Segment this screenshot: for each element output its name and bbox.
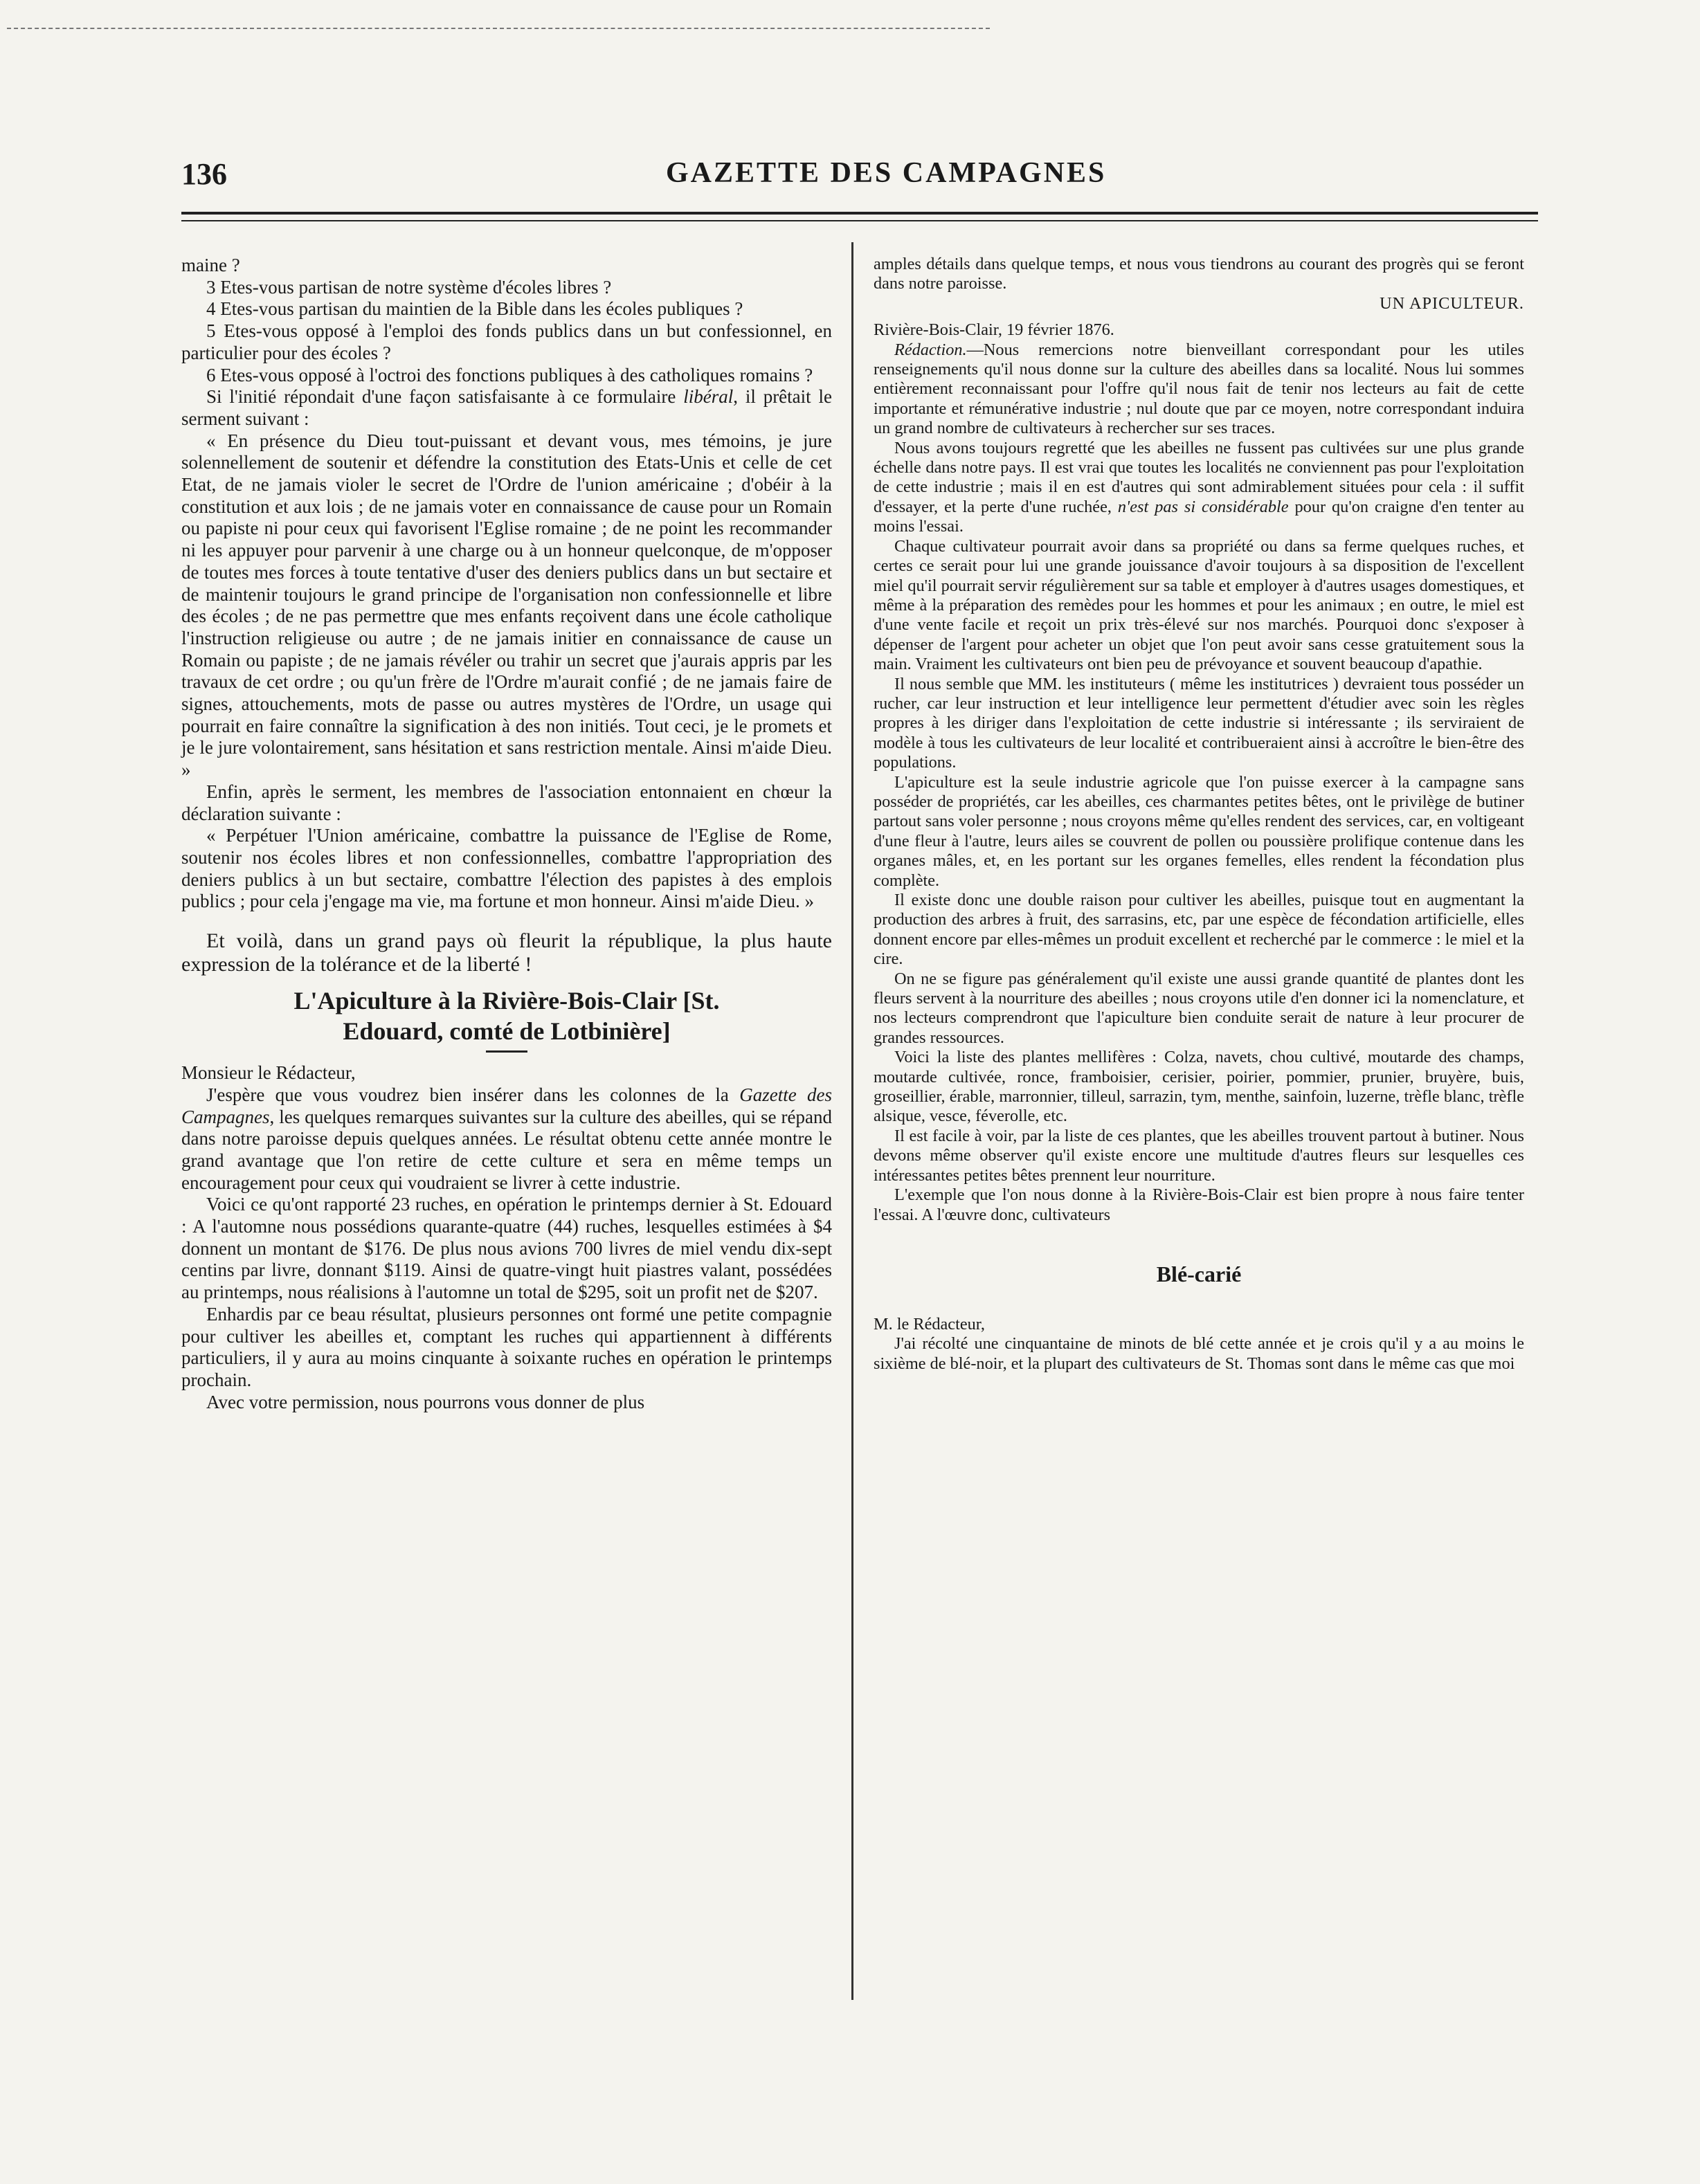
title-rule	[486, 1050, 527, 1053]
text-run: —Nous remercions notre bienveillant correspondant pour les utiles renseignements qu'il nous donne sur la culture des abeilles dans sa localité. Nous lui sommes entièrement reconnaissant pour l'offre qu'il nous fait de tenir nos lecteurs au fait de cette importante et rémunérative industrie ; nul doute que par ce moyen, notre correspondant induira un grand nombre de cultivateurs à rechercher sur ses traces.	[874, 340, 1524, 438]
left-column	[181, 255, 832, 1413]
paragraph: Il existe donc une double raison pour cultiver les abeilles, puisque tout en augmentant la production des arbres à fruit, des sarrasins, etc, par une espèce de fécondation artificielle, elles donnent encore par elles-mêmes un produit excellent et recherché par le commerce : le miel et la cire.	[874, 891, 1524, 969]
text-run: J'espère que vous voudrez bien insérer dans les colonnes de la	[206, 1084, 740, 1105]
oath-paragraph: « En présence du Dieu tout-puissant et devant vous, mes témoins, je jure solennellement de soutenir et défendre la constitution des Etats-Unis et celle de cet Etat, de ne jamais violer le secret de l'Ordre de l'union américaine ; d'obéir à la constitution et aux lois ; de ne jamais voter en connaissance de cause pour un Romain ou papiste ni pour ceux qui favorisent l'Eglise romaine ; de ne point les recommander ni les appuyer pour parvenir à une charge ou à un honneur quelconque, de m'opposer de toutes mes forces à toute tentative d'user des deniers publics dans un but sectaire et de maintenir toujours le grand principe de l'organisation non confessionnelle et libre des écoles ; de ne pas permettre que mes enfants reçoivent dans une école catholique l'instruction religieuse ou autre ; de ne jamais initier en connaissance de cause un Romain ou papiste ; de ne jamais révéler ou trahir un secret que j'aurais appris par les travaux de cet ordre ; ou qu'un frère de l'Ordre m'aurait confié ; de ne jamais faire de signes, attouchements, mots de passe ou autres mystères de l'Ordre, un usage qui pourrait en faire connaître la signification à des non initiés. Tout ceci, je le promets et je le jure volontairement, sans hésitation et sans restriction mentale. Ainsi m'aide Dieu. »	[181, 430, 832, 781]
paragraph	[181, 386, 832, 430]
header-rule-thin	[181, 220, 1538, 221]
closing-paragraph: Et voilà, dans un grand pays où fleurit la république, la plus haute expression de la tolérance et de la liberté !	[181, 929, 832, 976]
page-number: 136	[181, 157, 227, 191]
paragraph: Avec votre permission, nous pourrons vous donner de plus	[206, 1391, 645, 1412]
italic-label: Rédaction.	[894, 340, 967, 359]
paragraph: L'exemple que l'on nous donne à la Rivière-Bois-Clair est bien propre à nous faire tenter l'essai. A l'œuvre donc, cultivateurs	[874, 1185, 1524, 1224]
paragraph: Enfin, après le serment, les membres de l'association entonnaient en chœur la déclaration suivante :	[181, 781, 832, 824]
paragraph	[181, 1084, 832, 1194]
text-run: Nous avons toujours regretté que les abeilles ne fussent pas cultivées sur une plus grande échelle dans notre pays. Il est vrai que toutes les localités ne conviennent pas pour l'exploitation de cette industrie ; mais il en est d'autres qui sont admirablement situées pour cela : il suffit d'essayer, et la perte d'une ruchée,	[874, 438, 1524, 516]
paragraph: 3 Etes-vous partisan de notre système d'écoles libres ?	[206, 276, 612, 298]
paragraph: L'apiculture est la seule industrie agricole que l'on puisse exercer à la campagne sans posséder de propriétés, car les abeilles, ces charmantes petites bêtes, ont le privilège de butiner partout sans voler personne ; nous croyons même qu'elles rendent des services, car, en voltigeant d'une fleur à l'autre, leurs ailes se couvrent de pollen ou poussière prolifique contenue dans les organes mâles, et, en les portant sur les organes femelles, elles rendent la fécondation plus complète.	[874, 772, 1524, 890]
paragraph: Il nous semble que MM. les instituteurs ( même les institutrices ) devraient tous posséder un rucher, car leur instruction et leur intelligence leur permettent d'étudier avec soin les règles propres à les diriger dans l'exploitation de cette industrie si intéressante ; ils serviraient de modèle à tous les cultivateurs de leur localité et contribueraient ainsi à accroître le bien-être des populations.	[874, 674, 1524, 772]
paragraph: 4 Etes-vous partisan du maintien de la Bible dans les écoles publiques ?	[206, 298, 743, 320]
paragraph: On ne se figure pas généralement qu'il existe une aussi grande quantité de plantes dont les fleurs servent à la nourriture des abeilles ; nous croyons utile d'en donner ici la nomenclature, et nos lecteurs comprendront que l'apiculture bien conduite serait de nature à leur procurer de grandes ressources.	[874, 969, 1524, 1047]
paragraph: 5 Etes-vous opposé à l'emploi des fonds publics dans un but confessionnel, en particulier pour des écoles ?	[181, 320, 832, 363]
page-header	[181, 156, 1566, 198]
paragraph: Voici ce qu'ont rapporté 23 ruches, en opération le printemps dernier à St. Edouard : A l'automne nous possédions quarante-quatre (44) ruches, lesquelles estimées à $4 donnent un montant de $176. De plus nous avions 700 livres de miel vendu dix-sept centins par livre, donnant $119. Ainsi de quatre-vingt huit piastres valant, possédées au printemps, nous réalisions à l'automne un total de $295, soit un profit net de $207.	[181, 1194, 832, 1303]
paragraph: Il est facile à voir, par la liste de ces plantes, que les abeilles trouvent partout à butiner. Nous devons même observer qu'il existe encore une multitude d'autres fleurs sur lesquelles ces intéressantes petites bêtes prennent leur nourriture.	[874, 1126, 1524, 1185]
paragraph: Voici la liste des plantes mellifères : Colza, navets, chou cultivé, moutarde des champs, moutarde cultivée, ronce, framboisier, cerisier, poirier, pommier, prunier, bruyère, buis, groseillier, érable, marronnier, tilleul, sarrazin, tym, menthe, sainfoin, luzerne, trèfle blanc, trèfle alsique, vesce, féverolle, etc.	[874, 1048, 1524, 1126]
paragraph: maine ?	[181, 255, 240, 275]
text-run: , les quelques remarques suivantes sur la culture des abeilles, qui se répand dans notre paroisse depuis quelques années. Le résultat obtenu cette année montre le grand avantage que l'on retire de cette culture et sera en même temps un encouragement pour ceux qui voudraient se livrer à cette industrie.	[181, 1106, 832, 1193]
text-run: , il prêtait le serment suivant :	[181, 386, 832, 429]
italic-title: Gazette des Campagnes	[181, 1084, 832, 1127]
text-run: Si l'initié répondait d'une façon satisfaisante à ce formulaire	[206, 386, 684, 408]
paragraph	[874, 439, 1524, 537]
paragraph: J'ai récolté une cinquantaine de minots de blé cette année et je crois qu'il y a au moins le sixième de blé-noir, et la plupart des cultivateurs de St. Thomas sont dans le même cas que moi	[874, 1334, 1524, 1373]
dateline: Rivière-Bois-Clair, 19 février 1876.	[874, 320, 1114, 340]
column-divider	[851, 242, 853, 2000]
italic-phrase: n'est pas si considérable	[1117, 497, 1289, 516]
paragraph	[874, 340, 1524, 439]
paragraph: amples détails dans quelque temps, et nous vous tiendrons au courant des progrès qui se feront dans notre paroisse.	[874, 255, 1524, 293]
signature: UN APICULTEUR.	[1380, 293, 1524, 313]
article-title	[181, 985, 832, 1046]
paragraph: Chaque cultivateur pourrait avoir dans sa propriété ou dans sa ferme quelques ruches, et certes ce serait pour lui une grande jouissance d'avoir toujours à sa disposition de l'excellent miel qu'il pourrait servir régulièrement sur sa table et employer à d'autres usages domestiques, et même à la préparation des remèdes pour les hommes et pour les animaux ; en outre, le miel est d'une vente facile et reçoit un prix très-élevé sur nos marchés. Pourquoi donc s'exposer à dépenser de l'argent pour acheter un objet que l'on peut avoir sans cesse gratuitement sous la main. Vraiment les cultivateurs ont bien peu de prévoyance et souvent beaucoup d'apathie.	[874, 536, 1524, 674]
paragraph: 6 Etes-vous opposé à l'octroi des fonctions publiques à des catholiques romains ?	[206, 364, 813, 385]
italic-word: libéral	[683, 386, 734, 408]
salutation: M. le Rédacteur,	[874, 1314, 985, 1334]
header-rule-thick	[181, 212, 1538, 215]
declaration-paragraph: « Perpétuer l'Union américaine, combattre la puissance de l'Eglise de Rome, soutenir nos écoles libres et non confessionnelles, combattre l'appropriation des deniers publics à un but sectaire, combattre l'élection des papistes à des emplois publics ; pour cela j'engage ma vie, ma fortune et mon honneur. Ainsi m'aide Dieu. »	[181, 825, 832, 912]
text-run: pour qu'on craigne d'en tenter au moins l'essai.	[874, 497, 1524, 536]
paragraph: Enhardis par ce beau résultat, plusieurs personnes ont formé une petite compagnie pour cultiver les abeilles et, comptant les ruches qui appartiennent à différents particuliers, il y aura au moins cinquante à soixante ruches en opération le printemps prochain.	[181, 1303, 832, 1390]
masthead: GAZETTE DES CAMPAGNES	[666, 157, 1107, 189]
right-column	[874, 255, 1524, 1374]
article-title-line: Edouard, comté de Lotbinière]	[343, 1017, 671, 1046]
section-title: Blé-carié	[1156, 1261, 1242, 1286]
scan-edge-line	[7, 28, 990, 29]
salutation: Monsieur le Rédacteur,	[181, 1062, 356, 1084]
article-title-line: L'Apiculture à la Rivière-Bois-Clair [St.	[293, 987, 720, 1015]
